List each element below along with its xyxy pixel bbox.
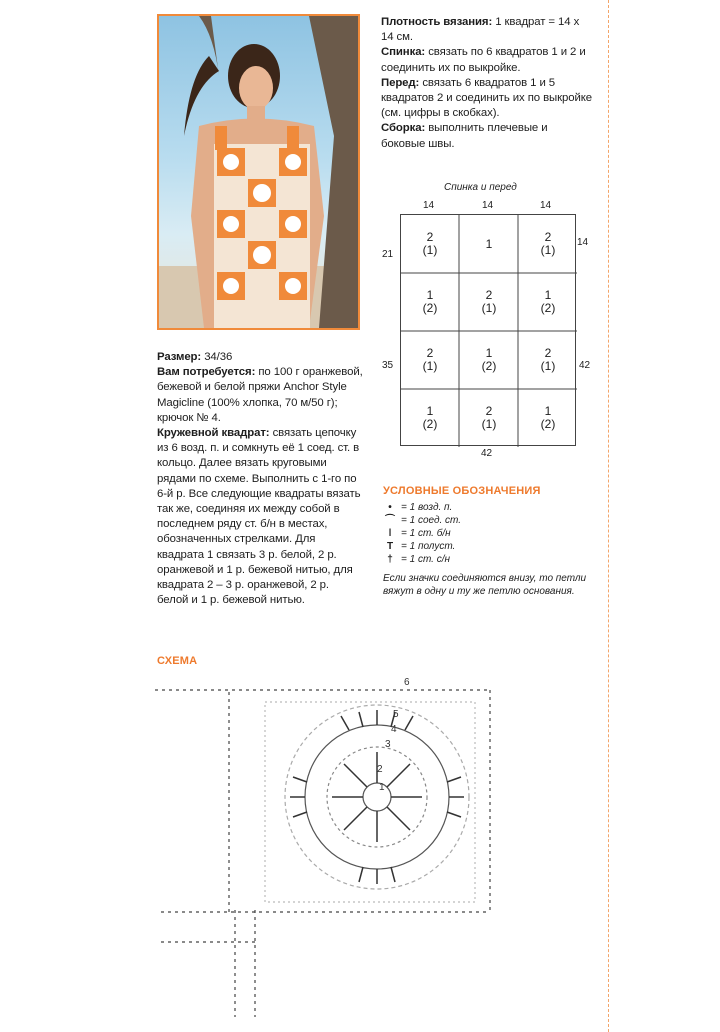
cell-number: 1 [485, 236, 493, 251]
paragraph-gauge [381, 15, 593, 45]
diagram-cell [401, 273, 459, 331]
instructions-left [157, 350, 363, 608]
legend-symbol: ⌒ [385, 515, 395, 526]
lace-square-text: связать цепочку из 6 возд. п. и сомкнуть её 1 соед. ст. в кольцо. Далее вязать круговыми рядами по схеме. Выполнить с 1-го по 6-й р. Все следующие квадраты вязать так же, соединяя их между собой в последнем ряду ст. б/н в местах, обозначенных стрелками. Для квадрата 1 связать 3 р. белой, 2 р. оранжевой и 1 р. бежевой нитью, для квадрата 2 – 3 р. оранжевой, 2 р. белой и 1 р. бежевой нитью. [157, 427, 361, 607]
left-label-top: 21 [382, 249, 394, 260]
assembly-text: выполнить плечевые и боковые швы. [381, 122, 548, 150]
legend-symbol: T [386, 541, 394, 552]
legend-text: = 1 соед. ст. [401, 515, 462, 526]
front-text: связать 6 квадратов 1 и 5 квадратов 2 и соединить их по выкройке (см. цифры в скобках). [381, 76, 592, 120]
materials-text: по 100 г оранжевой, бежевой и белой пряжи Anchor Style Magicline (100% хлопка, 70 м/50 г); крючок № 4. [157, 366, 363, 424]
cell-number: 1 [426, 404, 434, 418]
back-text: связать по 6 квадратов 1 и 2 и соединить их по выкройке. [381, 46, 586, 74]
page-divider [608, 0, 609, 1032]
back-label: Спинка: [381, 46, 426, 59]
cell-paren: (1) [422, 243, 438, 257]
diagram-cell [401, 215, 459, 273]
cell-number: 2 [544, 230, 552, 244]
paragraph-assembly [381, 121, 593, 151]
diagram-cell [460, 273, 518, 331]
diagram-cell [460, 331, 518, 389]
cell-paren: (1) [540, 359, 556, 373]
cell-number: 1 [426, 288, 434, 302]
legend-items [383, 501, 598, 566]
front-label: Перед: [381, 76, 420, 89]
photo-illustration [159, 16, 358, 328]
cell-number: 1 [544, 404, 552, 418]
legend-text: = 1 ст. б/н [401, 528, 451, 539]
cell-paren: (1) [422, 359, 438, 373]
row-label-5: 5 [393, 709, 399, 720]
diagram-cell [519, 331, 577, 389]
diagram-cell [460, 389, 518, 447]
legend-item [383, 540, 598, 553]
cell-paren: (1) [481, 301, 497, 315]
diagram-grid [400, 214, 576, 446]
cell-paren: (1) [540, 243, 556, 257]
gauge-label: Плотность вязания: [381, 16, 493, 28]
diagram-cell [519, 273, 577, 331]
cell-paren: (2) [422, 301, 438, 315]
legend [383, 485, 598, 598]
cell-paren: (2) [481, 359, 497, 373]
row-label-1: 1 [379, 782, 385, 793]
legend-text: = 1 ст. с/н [401, 554, 451, 565]
cell-paren: (2) [540, 301, 556, 315]
bottom-label: 42 [481, 448, 493, 459]
top-label-1: 14 [423, 200, 435, 211]
legend-symbol: • [388, 502, 392, 513]
legend-symbol: † [387, 554, 393, 565]
row-label-4: 4 [391, 724, 397, 735]
cell-number: 1 [485, 346, 493, 360]
paragraph-back [381, 45, 593, 75]
schema-title: СХЕМА [157, 655, 198, 667]
diagram-cell [460, 215, 518, 273]
cell-paren: (1) [481, 417, 497, 431]
paragraph-front [381, 76, 593, 122]
diagram-cell [401, 331, 459, 389]
paragraph-size [157, 350, 363, 365]
crochet-schema [155, 672, 500, 1022]
cell-number: 2 [426, 346, 434, 360]
cell-paren: (2) [422, 417, 438, 431]
right-label-top: 14 [577, 237, 589, 248]
row-label-3: 3 [385, 739, 391, 750]
legend-item [383, 501, 598, 514]
cell-number: 1 [544, 288, 552, 302]
gauge-text: 1 квадрат = 14 х 14 см. [381, 16, 580, 44]
instructions-top [381, 15, 593, 152]
top-label-2: 14 [482, 200, 494, 211]
size-label: Размер: [157, 351, 202, 363]
row-label-6: 6 [404, 677, 410, 688]
cell-number: 2 [544, 346, 552, 360]
legend-symbol: ǀ [388, 528, 392, 539]
legend-note: Если значки соединяются внизу, то петли вяжут в одну и ту же петлю основания. [383, 573, 587, 597]
diagram-cell [401, 389, 459, 447]
left-label-bottom: 35 [382, 360, 394, 371]
paragraph-lace-square [157, 426, 363, 608]
cell-paren: (2) [540, 417, 556, 431]
legend-item [383, 514, 598, 527]
assembly-diagram [380, 180, 600, 465]
legend-text: = 1 полуст. [401, 541, 456, 552]
schema-drawing [155, 672, 500, 1022]
cell-number: 2 [485, 288, 493, 302]
legend-text: = 1 возд. п. [401, 502, 453, 513]
assembly-label: Сборка: [381, 122, 426, 135]
lace-square-label: Кружевной квадрат: [157, 427, 270, 440]
cell-number: 2 [426, 230, 434, 244]
diagram-cell [519, 215, 577, 273]
legend-item [383, 527, 598, 540]
legend-title: УСЛОВНЫЕ ОБОЗНАЧЕНИЯ [383, 485, 541, 497]
diagram-title: Спинка и перед [444, 182, 517, 193]
legend-item [383, 553, 598, 566]
size-text: 34/36 [201, 351, 233, 363]
diagram-cell [519, 389, 577, 447]
model-photo [157, 14, 360, 330]
materials-label: Вам потребуется: [157, 366, 256, 379]
cell-number: 2 [485, 404, 493, 418]
top-label-3: 14 [540, 200, 552, 211]
right-label-bottom: 42 [579, 360, 591, 371]
row-label-2: 2 [377, 764, 383, 775]
paragraph-materials [157, 365, 363, 426]
